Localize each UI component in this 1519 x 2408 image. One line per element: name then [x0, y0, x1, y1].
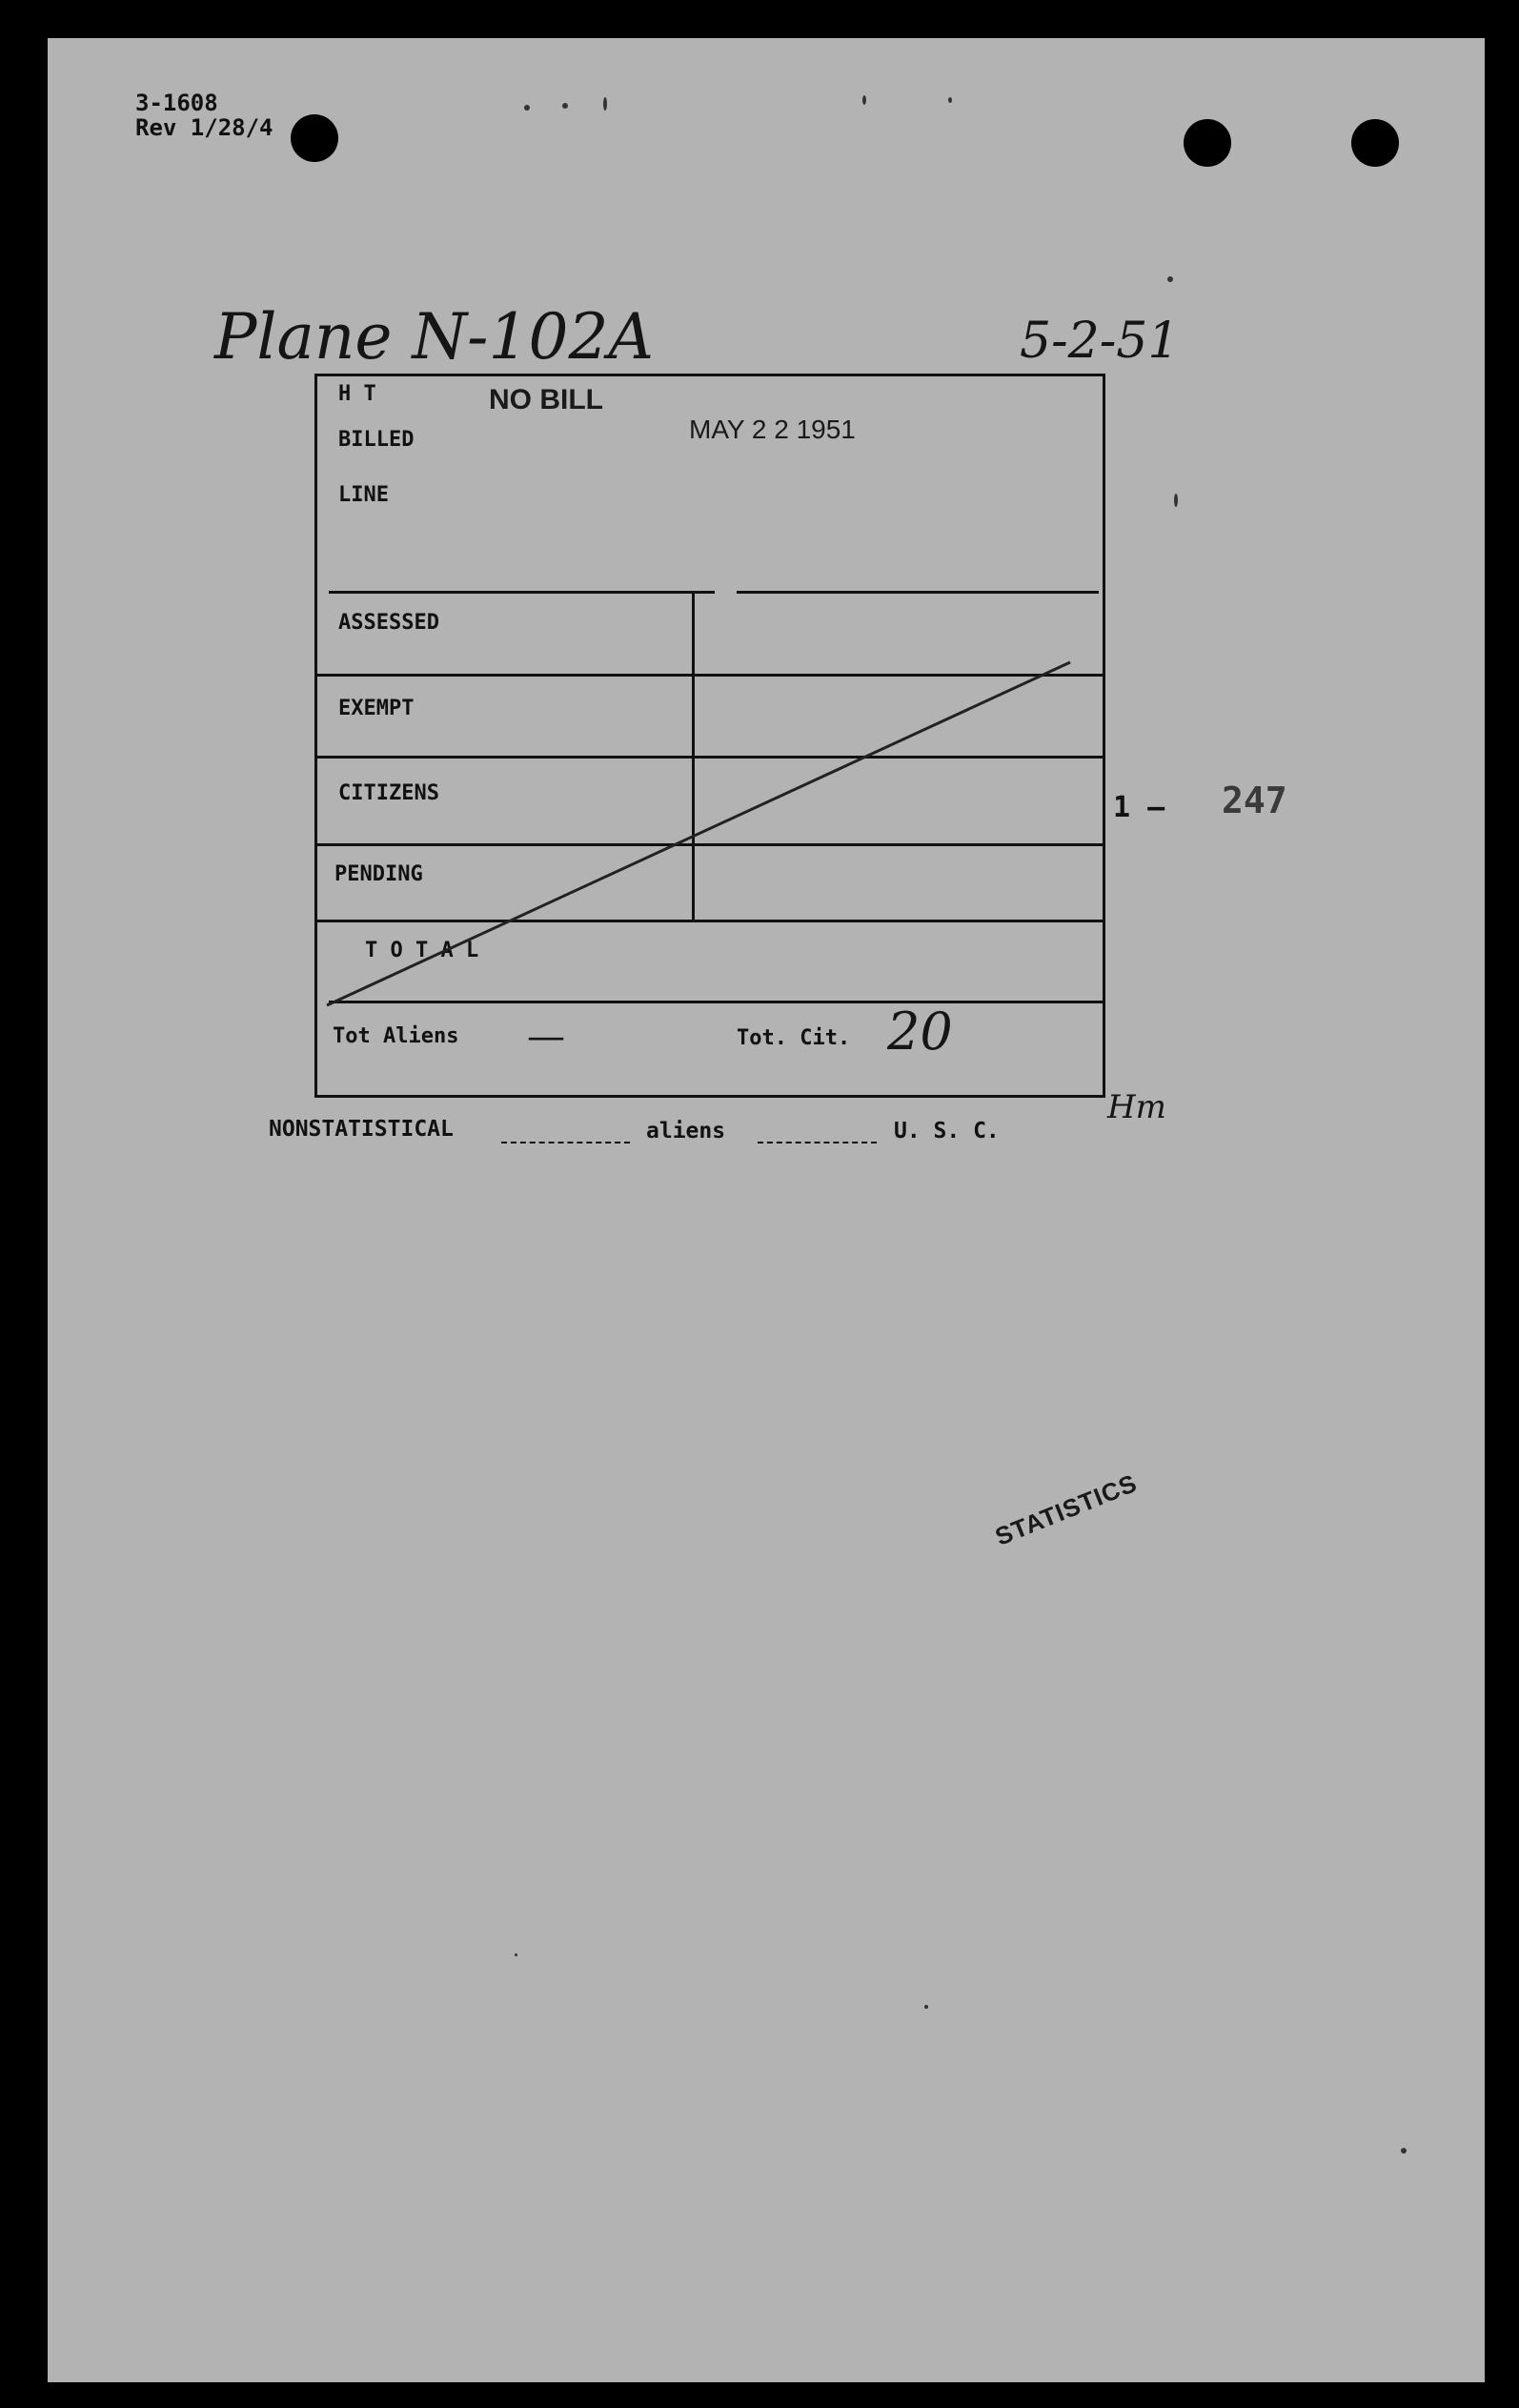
- diagonal-cancel-line: [317, 376, 1108, 1101]
- speck: [1174, 494, 1178, 507]
- document-sheet: [48, 38, 1485, 2382]
- speck: [524, 105, 530, 111]
- label-total: T O T A L: [365, 939, 479, 962]
- label-citizens: CITIZENS: [338, 781, 439, 805]
- handwritten-date: 5-2-51: [1020, 313, 1180, 370]
- label-exempt: EXEMPT: [338, 697, 415, 720]
- speck: [862, 95, 866, 105]
- label-ht: H T: [338, 382, 376, 406]
- speck: [603, 97, 607, 111]
- stamp-statistics: STATISTICS: [991, 1467, 1142, 1551]
- tot-aliens-value: —: [527, 1015, 565, 1059]
- handwritten-plane-number: Plane N-102A: [214, 300, 655, 374]
- speck: [924, 2005, 928, 2009]
- speck: [1401, 2148, 1407, 2154]
- blank-nonstatistical: [501, 1142, 630, 1145]
- punch-hole-right-2: [1351, 119, 1399, 167]
- side-note-dash: 1 –: [1113, 791, 1165, 824]
- label-tot-aliens: Tot Aliens: [333, 1024, 459, 1048]
- label-line: LINE: [338, 483, 389, 507]
- speck: [1167, 276, 1173, 282]
- speck: [515, 1953, 517, 1956]
- speck: [562, 103, 568, 109]
- label-billed: BILLED: [338, 428, 415, 452]
- blank-aliens: [758, 1142, 877, 1145]
- speck: [948, 97, 952, 103]
- punch-hole-right-1: [1184, 119, 1231, 167]
- statistics-form-box: [314, 374, 1105, 1098]
- side-note-number: 247: [1222, 779, 1287, 821]
- label-aliens: aliens: [646, 1119, 726, 1143]
- stamp-no-bill: NO BILL: [489, 384, 603, 415]
- label-usc: U. S. C.: [894, 1119, 1000, 1143]
- handwritten-tot-cit-value: 20: [887, 1002, 953, 1062]
- form-number: 3-1608: [135, 90, 218, 116]
- handwritten-initials: Hm: [1107, 1088, 1166, 1126]
- label-pending: PENDING: [334, 862, 423, 886]
- label-nonstatistical: NONSTATISTICAL: [269, 1117, 454, 1142]
- punch-hole-left: [291, 114, 338, 162]
- stamp-received-date: MAY 2 2 1951: [689, 415, 856, 444]
- label-tot-cit: Tot. Cit.: [737, 1026, 851, 1050]
- label-assessed: ASSESSED: [338, 611, 439, 635]
- form-revision: Rev 1/28/4: [135, 114, 273, 141]
